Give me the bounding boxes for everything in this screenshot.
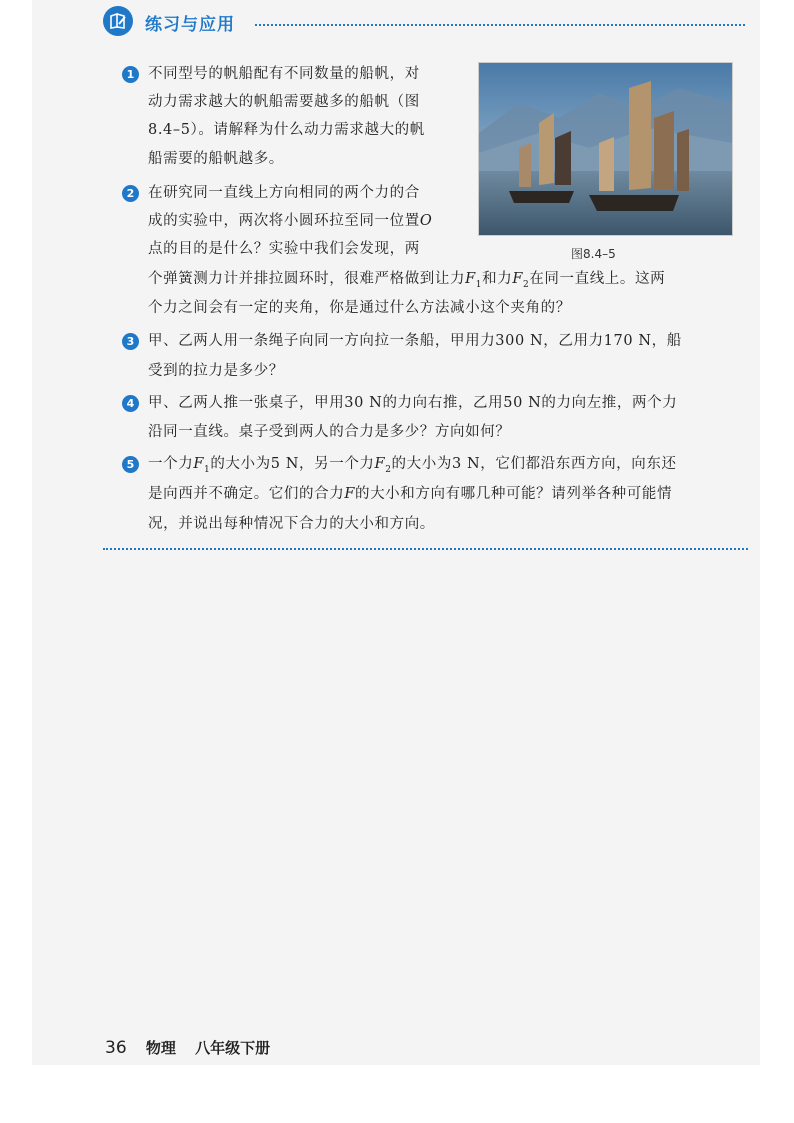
question-2-line-5: 个力之间会有一定的夹角，你是通过什么方法减小这个夹角的？ xyxy=(148,300,571,316)
question-number-5: 5 xyxy=(122,456,139,473)
sailing-junks-photo xyxy=(478,62,733,236)
page-footer xyxy=(105,1037,284,1058)
question-4-line-2: 沿同一直线。桌子受到两人的合力是多少？方向如何？ xyxy=(148,424,511,440)
question-1-line-3: 8.4–5）。请解释为什么动力需求越大的帆 xyxy=(148,122,425,138)
question-3-line-1: 甲、乙两人用一条绳子向同一方向拉一条船，甲用力300 N，乙用力170 N，船 xyxy=(148,333,682,349)
figure-caption: 图8.4–5 xyxy=(571,247,616,261)
question-4-line-1: 甲、乙两人推一张桌子，甲用30 N的力向右推，乙用50 N的力向左推，两个力 xyxy=(148,395,678,411)
question-2-line-1: 在研究同一直线上方向相同的两个力的合 xyxy=(148,185,420,201)
question-2-line-2: 成的实验中，两次将小圆环拉至同一位置O xyxy=(148,213,433,229)
question-3-line-2: 受到的拉力是多少？ xyxy=(148,363,284,379)
question-1-line-4: 船需要的船帆越多。 xyxy=(148,151,284,167)
question-2-line-3: 点的目的是什么？实验中我们会发现，两 xyxy=(148,241,420,257)
question-5-line-2: 是向西并不确定。它们的合力F的大小和方向有哪几种可能？请列举各种可能情 xyxy=(148,486,673,502)
question-2-line-4: 个弹簧测力计并排拉圆环时，很难严格做到让力$F_1$和力$F_2$在同一直线上。这两 xyxy=(148,271,666,290)
question-number-2: 2 xyxy=(122,185,139,202)
page-number: 36 xyxy=(105,1038,127,1058)
question-1-line-1: 不同型号的帆船配有不同数量的船帆，对 xyxy=(148,66,420,82)
footer-grade: 八年级下册 xyxy=(195,1039,271,1057)
question-5-line-3: 况，并说出每种情况下合力的大小和方向。 xyxy=(148,516,435,532)
question-number-1: 1 xyxy=(122,66,139,83)
question-5-line-1: 一个力$F_1$的大小为5 N，另一个力$F_2$的大小为3 N，它们都沿东西方向，向东还 xyxy=(148,456,677,475)
book-pencil-icon xyxy=(103,6,133,36)
question-number-3: 3 xyxy=(122,333,139,350)
header-divider xyxy=(255,24,745,26)
question-number-4: 4 xyxy=(122,395,139,412)
section-title: 练习与应用 xyxy=(145,15,235,35)
section-bottom-divider xyxy=(103,548,748,550)
footer-subject: 物理 xyxy=(145,1039,176,1057)
question-1-line-2: 动力需求越大的帆船需要越多的船帆（图 xyxy=(148,94,420,110)
